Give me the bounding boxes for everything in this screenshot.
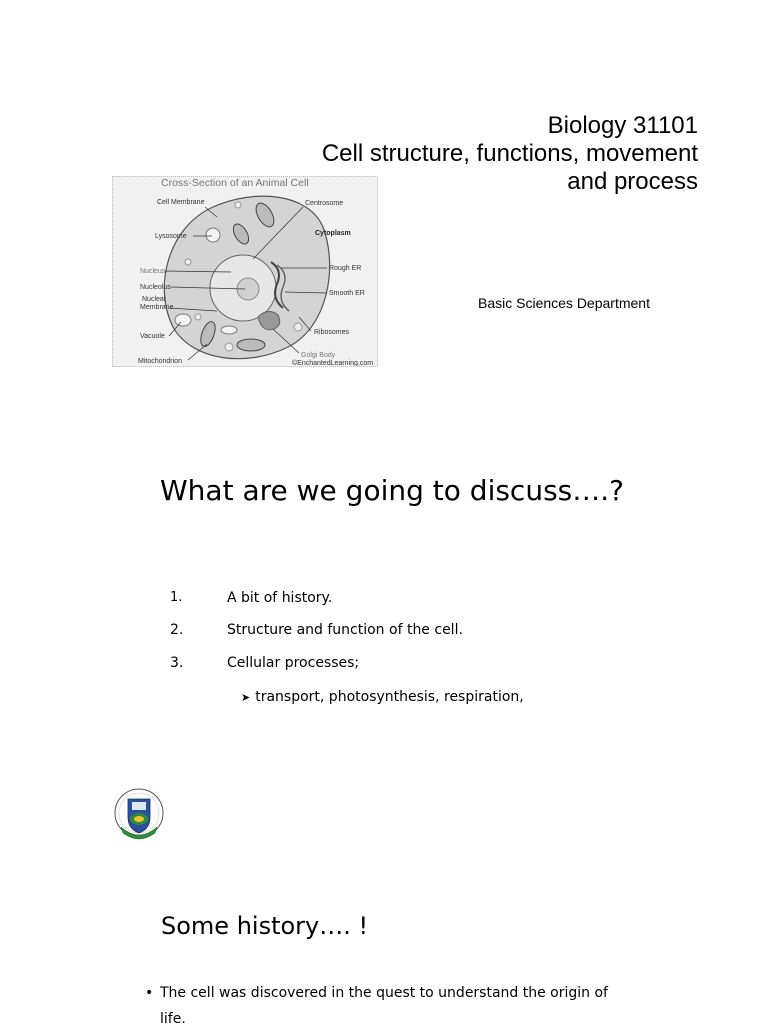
course-title-line-2: and process bbox=[567, 168, 698, 195]
vesicle-shape bbox=[294, 323, 302, 331]
sub-list-item-text: transport, photosynthesis, respiration, bbox=[255, 689, 524, 705]
vacuole-shape bbox=[175, 314, 191, 326]
section-heading-history: Some history…. ! bbox=[161, 912, 369, 940]
label-nucleus: Nucleus bbox=[140, 268, 166, 275]
label-vacuole: Vacuole bbox=[140, 333, 165, 340]
label-lysosome: Lysosome bbox=[155, 233, 187, 240]
department-label: Basic Sciences Department bbox=[478, 295, 650, 311]
sub-list-item bbox=[241, 689, 524, 705]
mitochondrion-shape bbox=[237, 339, 265, 351]
list-item-number: 2. bbox=[170, 622, 184, 638]
label-golgi-body: Golgi Body bbox=[301, 352, 336, 359]
vacuole-shape bbox=[221, 326, 237, 334]
list-item-text: Structure and function of the cell. bbox=[227, 622, 463, 638]
label-ribosomes: Ribosomes bbox=[314, 329, 350, 336]
arrow-bullet-icon: ➤ bbox=[241, 691, 251, 704]
label-rough-er: Rough ER bbox=[329, 265, 362, 272]
list-item-number: 1. bbox=[170, 590, 183, 605]
bullet-dot-icon: • bbox=[145, 985, 154, 1001]
university-crest-logo bbox=[113, 787, 165, 845]
label-cell-membrane: Cell Membrane bbox=[157, 199, 205, 206]
vesicle-shape bbox=[185, 259, 191, 265]
animal-cell-diagram bbox=[112, 176, 378, 367]
label-cytoplasm: Cytoplasm bbox=[315, 230, 351, 237]
list-item-text: A bit of history. bbox=[227, 590, 333, 606]
vesicle-shape bbox=[225, 343, 233, 351]
label-nuclear: Nuclear bbox=[142, 296, 167, 303]
vesicle-shape bbox=[195, 314, 201, 320]
course-title-line-1: Cell structure, functions, movement bbox=[321, 140, 698, 167]
label-mitochondrion: Mitochondrion bbox=[138, 358, 182, 365]
figure-title: Cross-Section of an Animal Cell bbox=[161, 177, 309, 189]
vesicle-shape bbox=[235, 202, 241, 208]
label-nucleolus: Nucleolus bbox=[140, 284, 171, 291]
label-centrosome: Centrosome bbox=[305, 200, 344, 207]
label-membrane: Membrane bbox=[140, 304, 174, 311]
course-code: Biology 31101 bbox=[547, 112, 698, 139]
list-item-number: 3. bbox=[170, 655, 184, 671]
slide-title bbox=[322, 112, 698, 196]
label-smooth-er: Smooth ER bbox=[329, 290, 365, 297]
figure-credit: ©EnchantedLearning.com bbox=[292, 360, 374, 366]
list-item-text: Cellular processes; bbox=[227, 655, 360, 671]
lysosome-shape bbox=[206, 228, 220, 242]
section-heading-discuss: What are we going to discuss….? bbox=[160, 474, 625, 507]
bullet-text: The cell was discovered in the quest to understand the origin of life. bbox=[160, 985, 608, 1027]
animal-cell-svg bbox=[113, 177, 377, 366]
